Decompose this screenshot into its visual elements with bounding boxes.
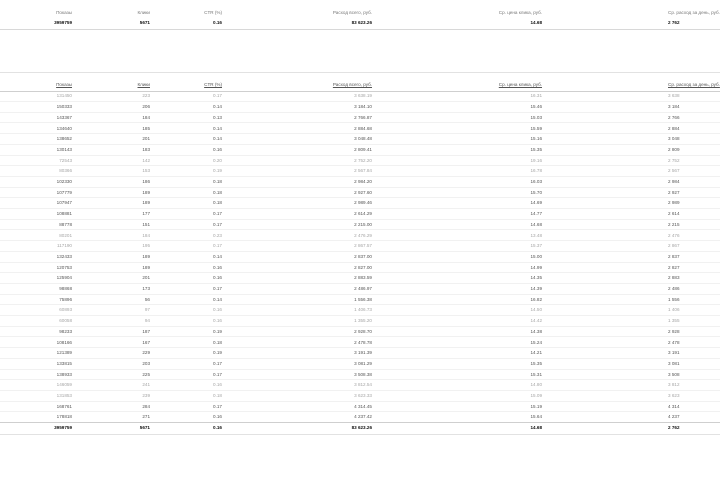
table-row [0,327,720,338]
cell-avg-daily: 2 989 [668,200,680,206]
cell-impressions: 88778 [59,221,72,227]
column-header-spend[interactable]: Расход всего, руб. [332,82,372,87]
table-row [0,316,720,327]
cell-impressions: 178818 [56,414,72,420]
cell-impressions: 80366 [59,168,72,174]
summary-value-ctr: 0.16 [213,20,222,26]
cell-clicks: 94 [144,318,150,324]
table-row [0,380,720,391]
cell-avg-cpc: 15.35 [530,146,542,152]
cell-ctr: 0.16 [213,318,222,324]
cell-spend: 1 406.73 [354,307,372,313]
cell-clicks: 56 [144,296,150,302]
cell-spend: 2 476.29 [354,232,372,238]
cell-spend: 3 812.54 [354,382,372,388]
cell-impressions: 130143 [56,146,72,152]
table-row [0,220,720,231]
summary-header-avg-daily: Ср. расход за день, руб. [668,10,720,15]
cell-impressions: 133815 [56,360,72,366]
cell-ctr: 0.16 [213,382,222,388]
cell-ctr: 0.14 [213,136,222,142]
table-row [0,338,720,349]
cell-avg-cpc: 14.38 [530,328,542,334]
cell-spend: 2 478.78 [354,339,372,345]
cell-spend: 2 614.29 [354,211,372,217]
cell-clicks: 185 [142,125,150,131]
cell-ctr: 0.17 [213,403,222,409]
summary-value-clicks: 5671 [139,20,150,26]
cell-impressions: 102330 [56,179,72,184]
cell-ctr: 0.17 [213,286,222,291]
cell-avg-cpc: 15.16 [530,136,542,142]
table-row [0,102,720,113]
summary-value-spend: 83 623.26 [351,20,372,26]
cell-avg-daily: 2 927 [668,189,680,195]
cell-impressions: 146059 [56,382,72,388]
table-row [0,91,720,102]
cell-clicks: 167 [142,339,150,345]
cell-clicks: 184 [142,114,150,120]
table-row [0,113,720,124]
cell-impressions: 131853 [56,393,72,398]
cell-clicks: 223 [142,93,150,99]
total-ctr: 0.16 [213,425,222,430]
table-row [0,391,720,402]
table-row [0,156,720,167]
table-row [0,188,720,199]
total-impressions: 3959759 [54,425,72,430]
summary-value-avg-cpc: 14.68 [530,20,542,26]
cell-avg-daily: 3 048 [668,136,680,142]
cell-impressions: 75896 [59,296,72,302]
cell-avg-cpc: 14.35 [530,275,542,281]
cell-ctr: 0.17 [213,371,222,377]
cell-avg-cpc: 16.31 [530,93,542,99]
cell-avg-daily: 2 984 [668,179,680,184]
cell-clicks: 206 [142,104,150,110]
table-row [0,273,720,284]
cell-clicks: 153 [142,168,150,174]
cell-avg-daily: 1 556 [668,296,680,302]
cell-spend: 3 638.19 [354,93,372,99]
cell-avg-daily: 2 766 [668,114,680,120]
cell-impressions: 108166 [56,339,72,345]
table-row [0,145,720,156]
cell-clicks: 201 [142,136,150,142]
cell-avg-daily: 3 508 [668,371,680,377]
table-row [0,209,720,220]
cell-avg-cpc: 15.35 [530,360,542,366]
cell-spend: 3 623.33 [354,393,372,398]
column-header-ctr[interactable]: CTR (%) [204,82,222,87]
cell-clicks: 203 [142,360,150,366]
cell-avg-daily: 2 752 [668,157,680,163]
summary-header-ctr: CTR (%) [204,10,222,15]
cell-ctr: 0.19 [213,168,222,174]
cell-ctr: 0.14 [213,253,222,259]
cell-avg-daily: 2 567 [668,168,680,174]
cell-ctr: 0.16 [213,146,222,152]
cell-spend: 2 809.41 [354,146,372,152]
cell-impressions: 143367 [56,114,72,120]
cell-impressions: 98233 [59,328,72,334]
cell-ctr: 0.16 [213,414,222,420]
cell-clicks: 186 [142,179,150,184]
table-row [0,263,720,274]
cell-spend: 2 215.00 [354,221,372,227]
cell-impressions: 132433 [56,253,72,259]
cell-avg-cpc: 15.19 [530,403,542,409]
cell-avg-daily: 3 184 [668,104,680,110]
table-bottom-border [0,434,720,435]
cell-ctr: 0.14 [213,296,222,302]
summary-header-avg-cpc: Ср. цена клика, руб. [498,10,542,15]
table-row [0,284,720,295]
cell-ctr: 0.20 [213,157,222,163]
cell-avg-daily: 2 928 [668,328,680,334]
cell-clicks: 97 [144,307,150,313]
table-row [0,198,720,209]
cell-spend: 2 927.60 [354,189,372,195]
cell-spend: 4 237.42 [354,414,372,420]
cell-spend: 2 486.97 [354,286,372,291]
summary-header-row [0,8,720,18]
summary-divider [0,29,720,30]
cell-clicks: 173 [142,286,150,291]
cell-spend: 2 837.00 [354,253,372,259]
summary-value-avg-daily: 2 762 [668,20,680,26]
table-header-row [0,80,720,90]
cell-clicks: 271 [142,414,150,420]
cell-clicks: 189 [142,189,150,195]
cell-avg-daily: 2 614 [668,211,680,217]
cell-avg-daily: 2 867 [668,243,680,249]
table-row [0,124,720,135]
cell-avg-cpc: 15.31 [530,371,542,377]
column-header-avg-daily[interactable]: Ср. расход за день, руб. [668,82,720,87]
cell-spend: 2 867.57 [354,243,372,249]
summary-value-impressions: 3959759 [54,20,72,26]
column-header-avg-cpc[interactable]: Ср. цена клика, руб. [498,82,542,87]
cell-ctr: 0.18 [213,393,222,398]
cell-clicks: 187 [142,328,150,334]
cell-clicks: 151 [142,221,150,227]
cell-avg-daily: 2 486 [668,286,680,291]
cell-spend: 2 752.20 [354,157,372,163]
table-row [0,295,720,306]
cell-ctr: 0.17 [213,221,222,227]
table-row [0,231,720,242]
summary-header-clicks: Клики [137,10,150,15]
cell-avg-daily: 3 191 [668,350,680,356]
cell-clicks: 284 [142,403,150,409]
cell-avg-daily: 2 883 [668,275,680,281]
cell-avg-cpc: 14.42 [530,318,542,324]
cell-impressions: 107947 [56,200,72,206]
column-header-clicks[interactable]: Клики [137,82,150,87]
summary-values-row [0,18,720,28]
cell-avg-daily: 2 478 [668,339,680,345]
table-row [0,241,720,252]
cell-ctr: 0.16 [213,307,222,313]
cell-avg-cpc: 19.16 [530,157,542,163]
total-clicks: 5671 [139,425,150,430]
cell-impressions: 138933 [56,371,72,377]
table-row [0,359,720,370]
cell-ctr: 0.13 [213,114,222,120]
cell-impressions: 134640 [56,125,72,131]
cell-clicks: 201 [142,275,150,281]
cell-clicks: 189 [142,200,150,206]
cell-impressions: 98868 [59,286,72,291]
cell-avg-daily: 2 215 [668,221,680,227]
cell-avg-cpc: 15.09 [530,393,542,398]
cell-avg-cpc: 15.46 [530,104,542,110]
cell-impressions: 60893 [59,307,72,313]
cell-clicks: 189 [142,253,150,259]
cell-clicks: 183 [142,146,150,152]
cell-ctr: 0.16 [213,264,222,270]
table-row [0,370,720,381]
cell-avg-cpc: 15.24 [530,339,542,345]
cell-ctr: 0.19 [213,350,222,356]
cell-clicks: 184 [142,232,150,238]
cell-avg-daily: 1 406 [668,307,680,313]
cell-avg-daily: 3 638 [668,93,680,99]
cell-avg-cpc: 15.37 [530,243,542,249]
cell-ctr: 0.17 [213,93,222,99]
cell-clicks: 195 [142,243,150,249]
cell-avg-daily: 3 081 [668,360,680,366]
cell-avg-daily: 4 237 [668,414,680,420]
cell-avg-daily: 2 476 [668,232,680,238]
cell-avg-cpc: 14.39 [530,286,542,291]
cell-avg-daily: 1 355 [668,318,680,324]
cell-spend: 2 884.68 [354,125,372,131]
cell-avg-daily: 4 314 [668,403,680,409]
cell-impressions: 108881 [56,211,72,217]
totals-row [0,423,720,433]
cell-impressions: 150333 [56,104,72,110]
cell-spend: 1 556.38 [354,296,372,302]
cell-spend: 3 508.38 [354,371,372,377]
cell-ctr: 0.17 [213,360,222,366]
cell-spend: 2 766.87 [354,114,372,120]
table-row [0,305,720,316]
cell-ctr: 0.14 [213,104,222,110]
cell-impressions: 125904 [56,275,72,281]
cell-ctr: 0.16 [213,275,222,281]
cell-spend: 3 081.29 [354,360,372,366]
cell-clicks: 142 [142,157,150,163]
cell-avg-cpc: 16.78 [530,168,542,174]
cell-avg-daily: 2 837 [668,253,680,259]
cell-clicks: 189 [142,264,150,270]
cell-ctr: 0.18 [213,179,222,184]
cell-impressions: 138652 [56,136,72,142]
cell-avg-cpc: 15.70 [530,189,542,195]
cell-avg-cpc: 16.03 [530,179,542,184]
cell-avg-cpc: 14.21 [530,350,542,356]
cell-avg-daily: 2 809 [668,146,680,152]
section-divider [0,72,720,73]
summary-header-impressions: Показы [56,10,72,15]
cell-ctr: 0.14 [213,125,222,131]
cell-ctr: 0.23 [213,232,222,238]
cell-spend: 3 191.39 [354,350,372,356]
cell-ctr: 0.19 [213,328,222,334]
table-row [0,348,720,359]
cell-avg-daily: 2 827 [668,264,680,270]
cell-spend: 3 048.48 [354,136,372,142]
cell-ctr: 0.18 [213,200,222,206]
cell-avg-cpc: 14.50 [530,307,542,313]
cell-clicks: 229 [142,350,150,356]
cell-spend: 2 827.00 [354,264,372,270]
cell-avg-cpc: 13.48 [530,232,542,238]
cell-spend: 2 567.84 [354,168,372,174]
cell-impressions: 131450 [56,93,72,99]
column-header-impressions[interactable]: Показы [56,82,72,87]
cell-spend: 4 314.45 [354,403,372,409]
cell-impressions: 168761 [56,403,72,409]
summary-header-spend: Расход всего, руб. [332,10,372,15]
cell-impressions: 117190 [57,243,72,249]
cell-impressions: 80201 [59,232,72,238]
cell-impressions: 60058 [59,318,72,324]
cell-avg-daily: 3 812 [668,382,680,388]
total-avg-cpc: 14.68 [530,425,542,430]
cell-clicks: 239 [142,393,150,398]
total-avg-daily: 2 762 [668,425,680,430]
cell-avg-daily: 3 623 [668,393,680,398]
cell-avg-cpc: 14.77 [530,211,542,217]
cell-clicks: 225 [142,371,150,377]
cell-impressions: 121389 [56,350,72,356]
cell-ctr: 0.17 [213,211,222,217]
cell-impressions: 120753 [56,264,72,270]
cell-clicks: 241 [142,382,150,388]
cell-spend: 2 984.20 [354,179,372,184]
cell-avg-cpc: 14.80 [530,382,542,388]
cell-impressions: 107779 [56,189,72,195]
cell-impressions: 72543 [59,157,72,163]
cell-avg-cpc: 16.82 [530,296,542,302]
cell-avg-cpc: 15.59 [530,125,542,131]
total-spend: 83 623.26 [351,425,372,430]
cell-avg-cpc: 15.64 [530,414,542,420]
cell-spend: 3 184.10 [354,104,372,110]
table-row [0,252,720,263]
table-row [0,134,720,145]
cell-clicks: 177 [142,211,150,217]
cell-spend: 1 355.20 [354,318,372,324]
cell-spend: 2 928.70 [354,328,372,334]
cell-avg-daily: 2 884 [668,125,680,131]
cell-spend: 2 989.46 [354,200,372,206]
table-row [0,166,720,177]
cell-avg-cpc: 14.99 [530,264,542,270]
cell-ctr: 0.18 [213,189,222,195]
cell-avg-cpc: 15.00 [530,253,542,259]
cell-spend: 2 883.59 [354,275,372,281]
cell-ctr: 0.18 [213,339,222,345]
cell-avg-cpc: 14.69 [530,200,542,206]
table-row [0,177,720,188]
cell-ctr: 0.17 [213,243,222,249]
cell-avg-cpc: 14.68 [530,221,542,227]
table-row [0,402,720,413]
cell-avg-cpc: 15.03 [530,114,542,120]
